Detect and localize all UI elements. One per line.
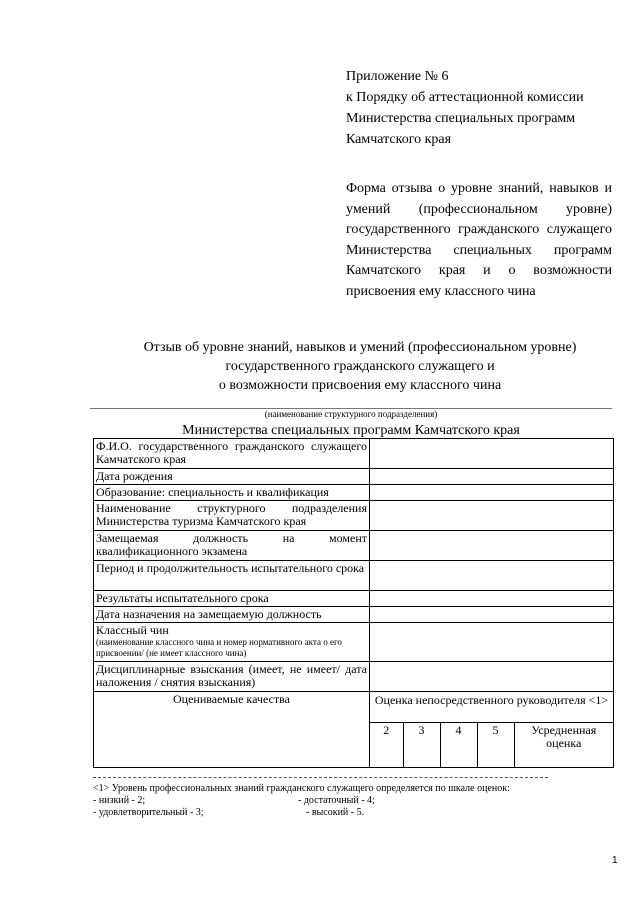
footnote-intro: <1> Уровень профессиональных знаний гражданского служащего определяется по шкале оценок:	[93, 783, 510, 794]
table-row	[94, 501, 614, 531]
form-description: Форма отзыва о уровне знаний, навыков и умений (профессиональном уровне) государственного гражданского служащего Министерства специальных программ Камчатского края и о возможности присвоения ему классного чина	[346, 181, 612, 299]
appendix-header	[346, 66, 616, 150]
row-value-probation-period[interactable]	[370, 561, 614, 591]
row-value-birthdate[interactable]	[370, 469, 614, 485]
table-row	[94, 439, 614, 469]
scale-high: - высокий - 5.	[306, 807, 365, 818]
row-label-position: Замещаемая должность на момент квалификационного экзамена	[94, 531, 370, 561]
grade-2-cell[interactable]: 2	[370, 723, 403, 767]
table-row	[94, 485, 614, 501]
footnote	[93, 783, 613, 819]
row-value-fio[interactable]	[370, 439, 614, 469]
row-value-probation-results[interactable]	[370, 591, 614, 607]
row-value-position[interactable]	[370, 531, 614, 561]
footnote-separator	[93, 777, 548, 778]
row-label-department: Наименование структурного подразделения Министерства туризма Камчатского края	[94, 501, 370, 531]
title-line: о возможности присвоения ему классного чина	[218, 378, 502, 393]
grades-table	[370, 723, 613, 767]
row-value-education[interactable]	[370, 485, 614, 501]
row-value-class-rank[interactable]	[370, 623, 614, 662]
scale-row	[93, 795, 613, 807]
average-grade-header: Усредненная оценка	[531, 723, 597, 750]
rating-header: Оценка непосредственного руководителя <1>	[370, 692, 613, 723]
table-row	[94, 591, 614, 607]
row-label-birthdate: Дата рождения	[94, 469, 370, 485]
table-row	[94, 531, 614, 561]
assessment-row	[94, 692, 614, 768]
title-line: Отзыв об уровне знаний, навыков и умений (профессиональном уровне)	[143, 340, 577, 355]
row-label-fio: Ф.И.О. государственного гражданского служащего Камчатского края	[94, 439, 370, 469]
appendix-line: к Порядку об аттестационной комиссии	[346, 90, 584, 105]
row-cell-class-rank	[94, 623, 370, 662]
grade-5-cell[interactable]: 5	[477, 723, 514, 767]
table-row	[94, 662, 614, 692]
grade-3-cell[interactable]: 3	[403, 723, 440, 767]
table-row	[94, 561, 614, 591]
page-number: 1	[612, 855, 618, 866]
row-value-department[interactable]	[370, 501, 614, 531]
scale-satisfactory: - удовлетворительный - 3;	[93, 807, 204, 818]
ministry-name: Министерства специальных программ Камчатского края	[182, 423, 520, 438]
rating-cell	[370, 692, 614, 768]
row-label-class-rank: Классный чин	[96, 623, 169, 637]
row-label-education: Образование: специальность и квалификация	[94, 485, 370, 501]
unit-caption: (наименование структурного подразделения)	[264, 409, 438, 419]
row-value-disciplinary[interactable]	[370, 662, 614, 692]
row-label-probation-results: Результаты испытательного срока	[94, 591, 370, 607]
row-sublabel-class-rank: (наименование классного чина и номер нормативного акта о его присвоении/ (не имеет классного чина)	[96, 637, 342, 658]
review-form-table	[93, 438, 614, 768]
title-line: государственного гражданского служащего и	[225, 359, 495, 374]
row-label-disciplinary: Дисциплинарные взыскания (имеет, не имеет/ дата наложения / снятия взыскания)	[94, 662, 370, 692]
scale-low: - низкий - 2;	[93, 795, 146, 806]
qualities-header: Оцениваемые качества	[173, 692, 290, 706]
document-title	[90, 338, 630, 395]
qualities-header-cell	[94, 692, 370, 768]
row-label-appointment-date: Дата назначения на замещаемую должность	[94, 607, 370, 623]
row-value-appointment-date[interactable]	[370, 607, 614, 623]
appendix-line: Приложение № 6	[346, 69, 449, 84]
table-row	[94, 469, 614, 485]
appendix-line: Министерства специальных программ	[346, 111, 576, 126]
table-row	[94, 607, 614, 623]
grade-4-cell[interactable]: 4	[440, 723, 477, 767]
table-row	[94, 623, 614, 662]
scale-sufficient: - достаточный - 4;	[298, 795, 375, 806]
row-label-probation-period: Период и продолжительность испытательного срока	[94, 561, 370, 591]
appendix-line: Камчатского края	[346, 132, 452, 147]
scale-row	[93, 807, 613, 819]
